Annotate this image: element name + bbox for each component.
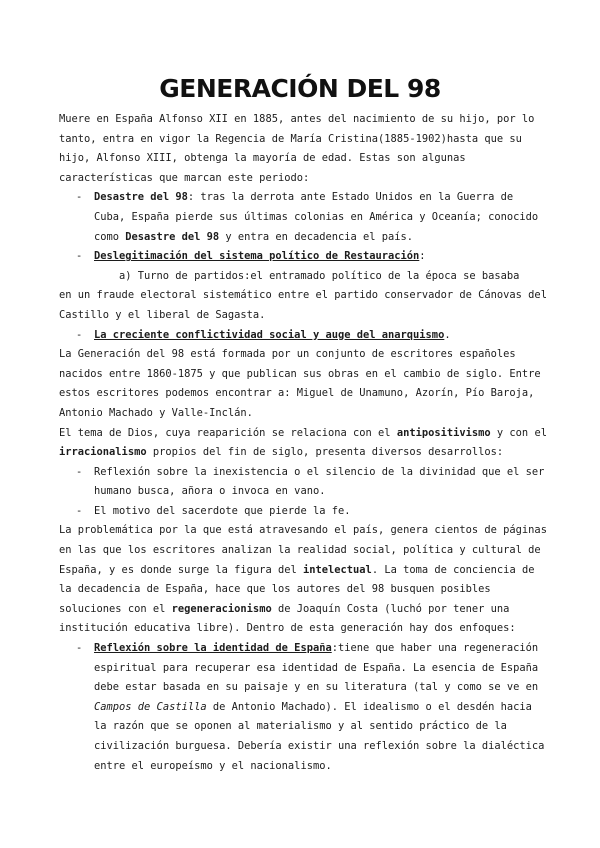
text: La problemática por la que está atravesando el país, genera cientos de páginas en las que los escritores analizan la realidad social, política y cultural de España, y es donde surge la figura del: [59, 524, 547, 576]
problem-paragraph: [59, 521, 549, 639]
term-identidad: Reflexión sobre la identidad de España: [94, 642, 332, 655]
list-item: [76, 463, 549, 502]
characteristics-list: [59, 188, 549, 266]
document-body: [59, 110, 549, 776]
item-text: Reflexión sobre la inexistencia o el silencio de la divinidad que el ser humano busca, añora o invoca en vano.: [94, 465, 545, 498]
characteristics-list-cont: [59, 326, 549, 346]
dash-bullet: -: [76, 328, 83, 341]
term-desastre-2: Desastre del 98: [125, 230, 220, 243]
intro-paragraph: Muere en España Alfonso XII en 1885, antes del nacimiento de su hijo, por lo tanto, entra en vigor la Regencia de María Cristina(1885-1902)hasta que su hijo, Alfonso XIII, obtenga la mayoría de edad. Estas son algunas características que marcan este periodo:: [59, 113, 535, 184]
book-title: Campos de Castilla: [94, 700, 207, 713]
list-item: [76, 188, 549, 247]
dash-bullet: -: [76, 191, 83, 204]
dash-bullet: -: [76, 465, 83, 478]
term-antipositivismo: antipositivismo: [396, 426, 491, 439]
list-item: [76, 502, 549, 522]
generation-paragraph: La Generación del 98 está formada por un conjunto de escritores españoles nacidos entre 1860-1875 y que publican sus obras en el cambio de siglo. Entre estos escritores podemos encontrar a: Miguel de Unamuno, Azorín, Pío Baroja, Antonio Machado y Valle-Inclán.: [59, 348, 541, 419]
approach-list: [59, 639, 549, 776]
text: de Joaquín Costa (luchó por tener una institución educativa libre). Dentro de esta generación hay dos enfoques:: [59, 602, 516, 635]
dash-bullet: -: [76, 504, 83, 517]
term-regeneracionismo: regeneracionismo: [171, 602, 272, 615]
text: de Antonio Machado). El idealismo o el desdén hacia la razón que se oponen al materialismo y al sentido práctico de la civilización burguesa. Debería existir una reflexión sobre la dialéctica entre el europeísmo y el nacionalismo.: [94, 700, 545, 772]
item-text: y entra en decadencia el país.: [219, 230, 414, 243]
sub-item-a: a) Turno de partidos:el entramado político de la época se basaba: [119, 269, 520, 282]
list-item: [76, 326, 549, 346]
term-irracionalismo: irracionalismo: [59, 446, 147, 459]
item-text: : tras la derrota ante Estado Unidos en la Guerra de Cuba, España pierde sus últimas colonias en América y Oceanía; conocido como: [94, 191, 539, 243]
text: propios del fin de siglo, presenta diversos desarrollos:: [146, 446, 504, 459]
term-conflictividad: La creciente conflictividad social y auge del anarquismo: [94, 328, 445, 341]
term-intelectual: intelectual: [302, 563, 372, 576]
item-text: .: [444, 328, 451, 341]
sub-item-continuation: en un fraude electoral sistemático entre el partido conservador de Cánovas del Castillo y el liberal de Sagasta.: [59, 289, 547, 321]
god-list: [59, 463, 549, 522]
text: :tiene que haber una regeneración espiritual para recuperar esa identidad de España. La esencia de España debe estar basada en su paisaje y en su literatura (tal y como se ve en: [94, 642, 539, 694]
text: El tema de Dios, cuya reaparición se relaciona con el: [59, 426, 397, 439]
text: . La toma de conciencia de la decadencia de España, hace que los autores del 98 busquen posibles soluciones con el: [59, 563, 535, 615]
god-paragraph: [59, 424, 549, 463]
dash-bullet: -: [76, 250, 83, 263]
dash-bullet: -: [76, 642, 83, 655]
term-desastre: Desastre del 98: [94, 191, 188, 204]
list-item: [76, 247, 549, 267]
term-deslegitimacion: Deslegitimación del sistema político de Restauración: [94, 250, 420, 263]
item-text: El motivo del sacerdote que pierde la fe.: [94, 504, 351, 517]
page-title: GENERACIÓN DEL 98: [159, 74, 441, 103]
text: y con el: [490, 426, 547, 439]
list-item: [76, 639, 549, 776]
item-text: :: [419, 250, 426, 263]
